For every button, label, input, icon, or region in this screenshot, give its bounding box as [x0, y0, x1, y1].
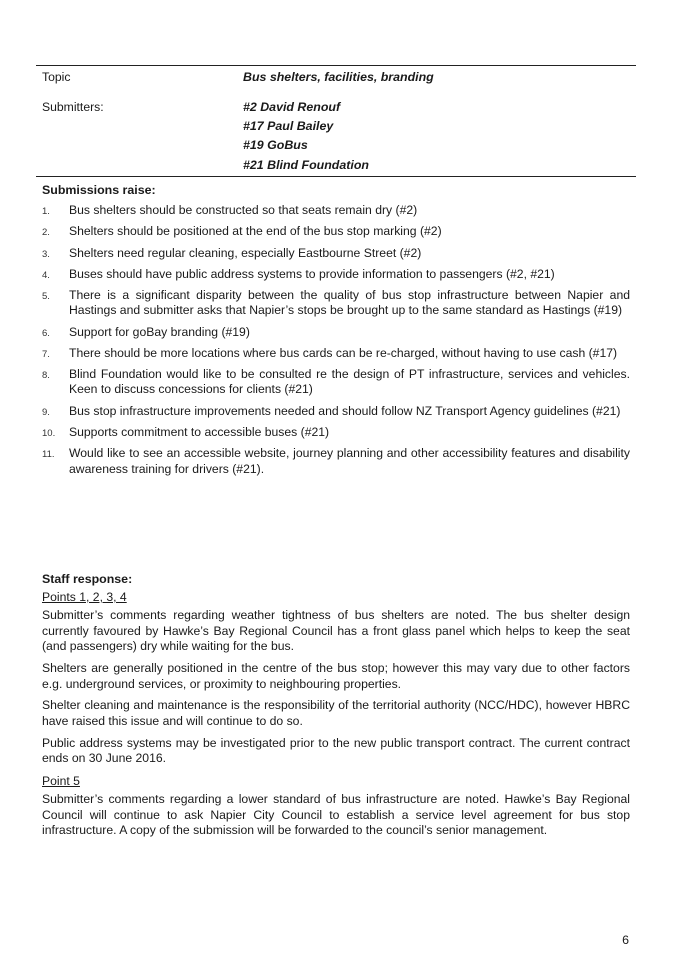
list-item — [42, 346, 630, 361]
submitter-item: #21 Blind Foundation — [243, 157, 369, 172]
submissions-list — [42, 203, 630, 483]
list-number: 11. — [42, 449, 55, 461]
topic-value: Bus shelters, facilities, branding — [243, 70, 434, 84]
response-paragraph: Submitter’s comments regarding weather tightness of bus shelters are noted. The bus shelter design currently favoured by Hawke’s Bay Regional Council has a front glass panel which helps to keep the seat (and passengers) dry while waiting for the bus. — [42, 608, 630, 654]
submissions-heading: Submissions raise: — [42, 183, 156, 197]
list-text: There should be more locations where bus cards can be re-charged, without having to use cash (#17) — [69, 345, 618, 360]
submitter-item: #2 David Renouf — [243, 100, 341, 114]
response-paragraph: Shelter cleaning and maintenance is the responsibility of the territorial authority (NCC/HDC), however HBRC have raised this issue and will continue to do so. — [42, 698, 630, 728]
list-text: Blind Foundation would like to be consulted re the design of PT infrastructure, services and vehicles. Keen to discuss concessions for clients (#21) — [69, 367, 630, 397]
page-number: 6 — [622, 933, 629, 947]
points-1-4-heading: Points 1, 2, 3, 4 — [42, 590, 127, 604]
list-item — [42, 425, 630, 440]
list-number: 7. — [42, 348, 50, 360]
staff-response-section — [42, 571, 630, 845]
list-text: Would like to see an accessible website, journey planning and other accessibility features and disability awareness training for drivers (#21). — [69, 446, 630, 476]
list-text: Support for goBay branding (#19) — [69, 324, 250, 339]
list-item — [42, 224, 630, 239]
list-number: 9. — [42, 406, 50, 418]
list-text: Supports commitment to accessible buses (#21) — [69, 425, 330, 440]
list-text: There is a significant disparity between the quality of bus stop infrastructure between Napier and Hastings and submitter asks that Napier’s stops be brought up to the same standard as Hastings (#19) — [69, 288, 630, 318]
point-5-heading: Point 5 — [42, 774, 80, 789]
list-item — [42, 367, 630, 397]
list-number: 3. — [42, 248, 50, 260]
topic-label: Topic — [42, 70, 71, 84]
list-text: Bus shelters should be constructed so that seats remain dry (#2) — [69, 203, 418, 217]
list-item — [42, 325, 630, 340]
list-item — [42, 404, 630, 419]
response-paragraph: Shelters are generally positioned in the centre of the bus stop; however this may vary due to other factors e.g. underground services, or proximity to neighbouring properties. — [42, 660, 630, 691]
list-text: Shelters should be positioned at the end of the bus stop marking (#2) — [69, 224, 442, 239]
list-number: 6. — [42, 327, 50, 339]
list-number: 8. — [42, 370, 50, 382]
list-item — [42, 288, 630, 318]
list-number: 4. — [42, 269, 50, 281]
list-text: Buses should have public address systems to provide information to passengers (#2, #21) — [69, 266, 555, 281]
list-text: Bus stop infrastructure improvements needed and should follow NZ Transport Agency guidelines (#21) — [69, 403, 621, 418]
list-number: 2. — [42, 227, 50, 239]
submitters-label: Submitters: — [42, 100, 104, 114]
staff-response-heading: Staff response: — [42, 572, 133, 586]
list-number: 5. — [42, 291, 50, 303]
list-number: 1. — [42, 206, 50, 217]
submitter-item: #19 GoBus — [243, 138, 308, 153]
list-item — [42, 246, 630, 261]
header-bottom-rule — [36, 176, 636, 177]
list-item — [42, 267, 630, 282]
list-number: 10. — [42, 428, 56, 440]
list-item — [42, 446, 630, 476]
list-item — [42, 203, 630, 218]
list-text: Shelters need regular cleaning, especially Eastbourne Street (#2) — [69, 245, 422, 260]
submitters-list — [243, 98, 369, 175]
response-paragraph: Public address systems may be investigated prior to the new public transport contract. The current contract ends on 30 June 2016. — [42, 735, 630, 766]
submitter-item: #17 Paul Bailey — [243, 119, 334, 134]
response-paragraph: Submitter’s comments regarding a lower standard of bus infrastructure are noted. Hawke’s Bay Regional Council will continue to ask Napier City Council to establish a service level agreement for bus stop infrastructure. A copy of the submission will be forwarded to the council’s senior management. — [42, 792, 630, 838]
top-rule — [36, 65, 636, 66]
